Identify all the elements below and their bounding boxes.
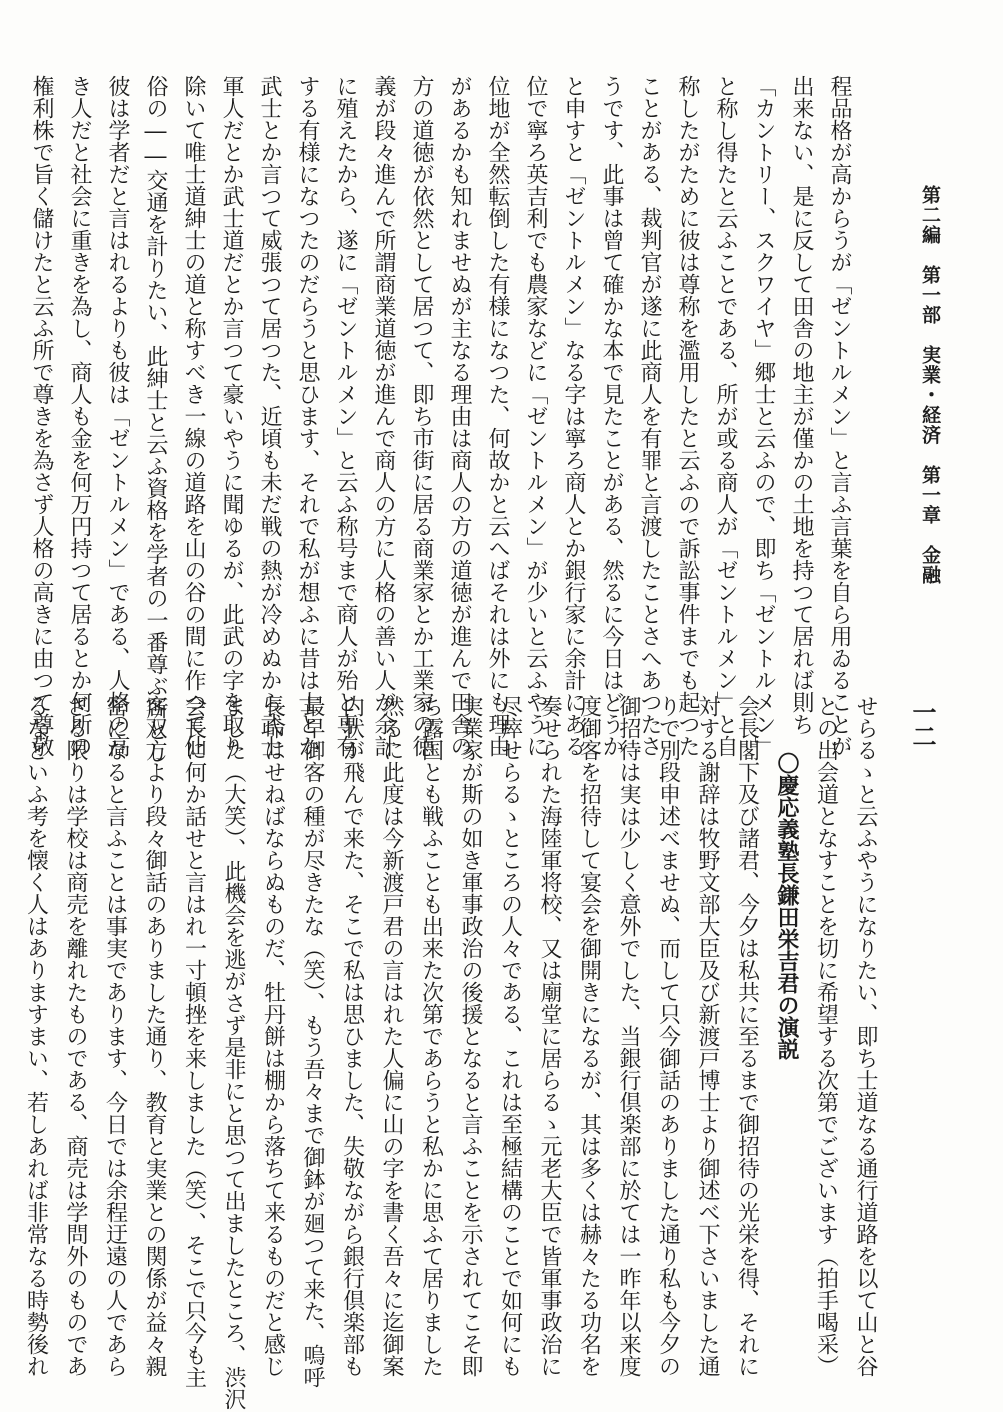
- text-column: 長命はせねばならぬものだ、牡丹餅は棚から落ちて来るものだと感じ: [260, 695, 286, 1377]
- text-column: 会長閣下及び諸君、今夕は私共に至るまで御招待の光栄を得、それに: [734, 695, 760, 1377]
- text-column: 方の道徳が依然として居つて、即ち市街に居る商業家とか工業家の徳: [409, 75, 434, 757]
- text-column: 義が段々進んで所謂商業道徳が進んで商人の方に人格の善い人が余計: [371, 75, 396, 757]
- text-column: 程品格が高からうが「ゼントルメン」と言ふ言葉を自ら用ゐることが: [827, 75, 852, 757]
- text-column: ました（大笑）、此機会を逃がさず是非にと思つて出ましたところ、渋沢: [221, 695, 246, 1410]
- text-column: 彼は学者だと言はれるよりも彼は「ゼントルメン」である、人格の高: [105, 75, 130, 757]
- text-column: 客双方より段々御話のありました通り、教育と実業との関係が益々親: [142, 695, 167, 1377]
- text-column: りで別段申述べませぬ、而して只今御話のありました通り私も今夕の: [655, 695, 681, 1377]
- text-column: 位地が全然転倒した有様になつた、何故かと云へばそれは外にも理由: [485, 75, 510, 757]
- text-column: 軍人だとか武士道だとか言つて豪いやうに聞ゆるが、此武の字を取り: [219, 75, 244, 757]
- text-column: うです、此事は曾て確かな本で見たことがある、然るに今日はどうか: [599, 75, 624, 757]
- text-column: 対する謝辞は牧野文部大臣及び新渡戸博士より御述べ下さいました通: [695, 695, 720, 1377]
- text-column: ことがある、裁判官が遂に此商人を有罪と言渡したことさへあつたさ: [637, 75, 662, 757]
- text-column: との出会道となすことを切に希望する次第でございます（拍手喝采）: [813, 695, 839, 1377]
- text-column: 「カントリー、スクワイヤ」郷士と云ふので、即ち「ゼントルメン」: [751, 75, 776, 757]
- lower-text-block: [23, 695, 885, 1410]
- page-number: 一二: [908, 700, 937, 748]
- text-column: 御招待は実は少しく意外でした、当銀行倶楽部に於ては一昨年以来度: [616, 695, 641, 1377]
- text-column: 尽瘁せらるゝところの人々である、これは至極結構のことで如何にも: [497, 695, 523, 1377]
- text-column: 密になると言ふことは事実であります、今日では余程迂遠の人であら: [102, 695, 128, 1377]
- text-column: ち露国とも戦ふことも出来た次第であらうと私かに思ふて居りました: [418, 695, 444, 1377]
- text-column: き人だと社会に重きを為し、商人も金を何万円持つて居るとか何所の: [67, 75, 92, 757]
- text-column: せらるゝと云ふやうになりたい、即ち士道なる通行道路を以て山と谷: [853, 695, 878, 1377]
- text-column: 奏せられた海陸軍将校、又は廟堂に居らるゝ元老大臣で皆軍事政治に: [537, 695, 562, 1377]
- running-head: 第二編 第一部 実業・経済 第一章 金融: [919, 185, 941, 585]
- text-column: があるかも知れませぬが主なる理由は商人の方の道徳が進んで田舎の: [447, 75, 472, 757]
- text-column: 然るに此度は今新渡戸君の言はれた人偏に山の字を書く吾々に迄御案: [379, 695, 404, 1377]
- text-column: 俗の――交通を計りたい、此紳士と云ふ資格を学者の一番尊ぶ所とし: [143, 75, 168, 763]
- text-column: 除いて唯士道紳士の道と称すべき一線の道路を山の谷の間に作つて仙: [181, 75, 206, 757]
- text-column: 称したがために彼は尊称を濫用したと云ふので訴訟事件までも起つた: [675, 75, 700, 757]
- text-column: と称し得たと云ふことである、所が或る商人が「ゼントルメン」と自: [713, 75, 738, 757]
- text-column: 実業家が斯の如き軍事政治の後援となると言ふことを示されてこそ即: [458, 695, 483, 1377]
- text-column: 内状が飛んで来た、そこで私は思ひました、失敬ながら銀行倶楽部も: [339, 695, 365, 1377]
- text-column: 権利株で旨く儲けたと云ふ所で尊きを為さず人格の高きに由つて尊敬: [29, 75, 54, 757]
- upper-text-block: [29, 75, 858, 763]
- text-column: 出来ない、是に反して田舎の地主が僅かの土地を持つて居れば則ち: [789, 75, 814, 735]
- text-column: と申すと「ゼントルメン」なる字は寧ろ商人とか銀行家に余計にある: [561, 75, 586, 757]
- text-column: 位で寧ろ英吉利でも農家などに「ゼントルメン」が少いと云ふやうに: [523, 75, 548, 757]
- text-column: 会長に何か話せと言はれ一寸頓挫を来しました（笑）、そこで只今も主: [181, 695, 207, 1388]
- text-column: に殖えたから、遂に「ゼントルメン」と云ふ称号まで商人が殆と専有: [333, 75, 358, 757]
- text-column: 度御客を招待して宴会を御開きになるが、其は多くは赫々たる功名を: [576, 695, 602, 1377]
- text-column: 武士とか言つて威張つて居つた、近頃も未だ戦の熱が冷めぬから武士: [257, 75, 282, 757]
- text-column: るなどいふ考を懐く人はありますまい、若しあれば非常なる時勢後れ: [23, 695, 49, 1377]
- text-column: 最早御客の種が尽きたな（笑）、もう吾々まで御鉢が廻つて来た、嗚呼: [300, 695, 325, 1388]
- text-column: ざる限りは学校は商売を離れたものである、商売は学問外のものであ: [63, 695, 88, 1377]
- text-column: する有様になつたのだらうと思ひます、それで私が想ふに昔は士とか: [295, 75, 320, 757]
- speech-heading: 〇慶応義塾長鎌田栄吉君の演説: [774, 752, 800, 1061]
